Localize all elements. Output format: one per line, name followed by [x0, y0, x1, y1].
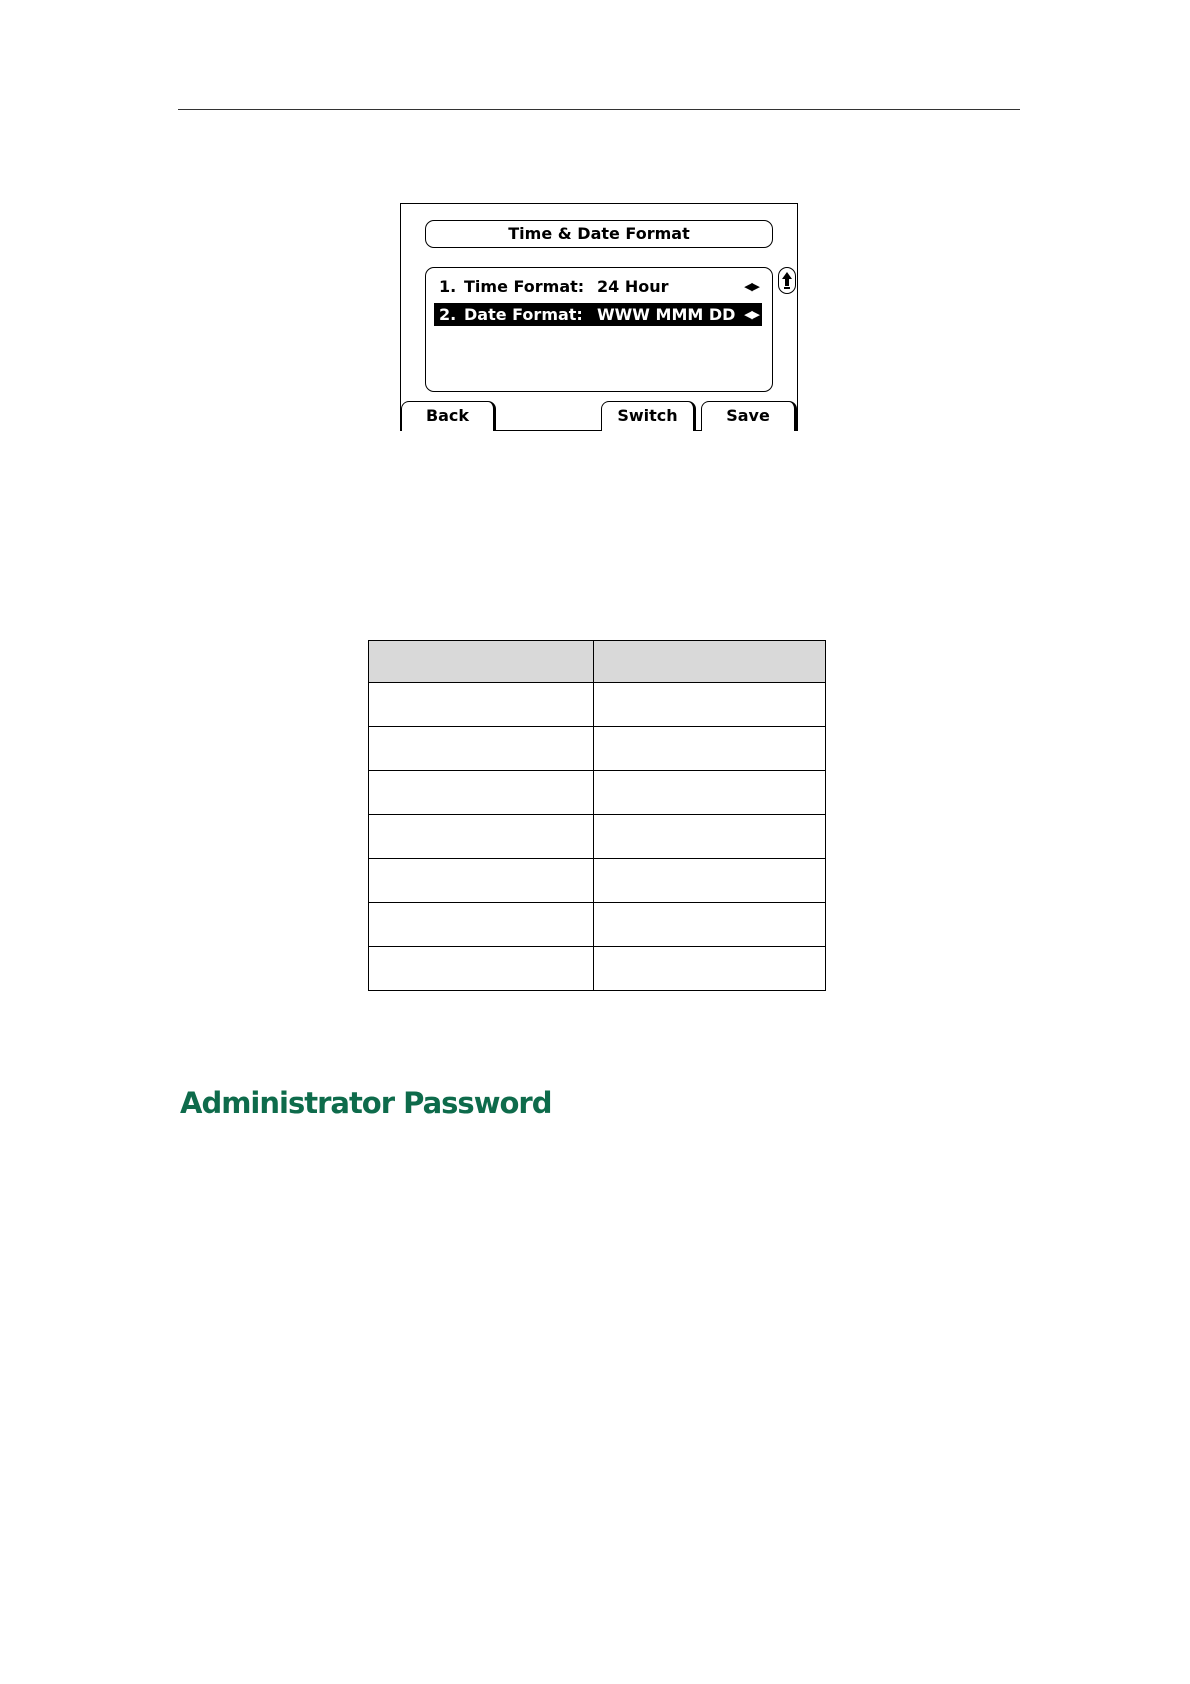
format-table: [368, 640, 826, 991]
table-cell: [369, 771, 594, 815]
table-header-cell: [594, 641, 826, 683]
list-item-time-format[interactable]: [434, 275, 762, 298]
table-cell: [594, 815, 826, 859]
table-cell: [594, 727, 826, 771]
table-cell: [594, 947, 826, 991]
item-number: 1.: [439, 277, 457, 296]
save-button[interactable]: Save: [701, 401, 797, 431]
section-heading: Administrator Password: [180, 1086, 552, 1120]
list-item-date-format[interactable]: [434, 303, 762, 326]
item-label: Time Format:: [464, 277, 585, 296]
item-value: 24 Hour: [597, 277, 669, 296]
table-row: [369, 727, 826, 771]
item-number: 2.: [439, 305, 457, 324]
table-cell: [594, 859, 826, 903]
table-cell: [594, 771, 826, 815]
scroll-up-icon: [778, 267, 796, 294]
table-row: [369, 771, 826, 815]
table-cell: [369, 727, 594, 771]
table-row: [369, 815, 826, 859]
item-value: WWW MMM DD: [597, 305, 736, 324]
table-cell: [594, 683, 826, 727]
table-cell: [369, 683, 594, 727]
settings-list: [425, 267, 773, 392]
phone-lcd-screen: [400, 203, 798, 431]
screen-title: Time & Date Format: [425, 220, 773, 248]
table-row: [369, 903, 826, 947]
left-right-arrows-icon[interactable]: ◀▶: [744, 308, 759, 321]
table-cell: [369, 815, 594, 859]
table-row: [369, 947, 826, 991]
table-header-cell: [369, 641, 594, 683]
switch-button[interactable]: Switch: [601, 401, 696, 431]
table-cell: [369, 903, 594, 947]
back-button[interactable]: Back: [401, 401, 496, 431]
table-row: [369, 683, 826, 727]
page-header-rule: [178, 109, 1020, 110]
table-cell: [594, 903, 826, 947]
item-label: Date Format:: [464, 305, 583, 324]
table-cell: [369, 947, 594, 991]
table-header-row: [369, 641, 826, 683]
table-row: [369, 859, 826, 903]
table-cell: [369, 859, 594, 903]
left-right-arrows-icon[interactable]: ◀▶: [744, 280, 759, 293]
